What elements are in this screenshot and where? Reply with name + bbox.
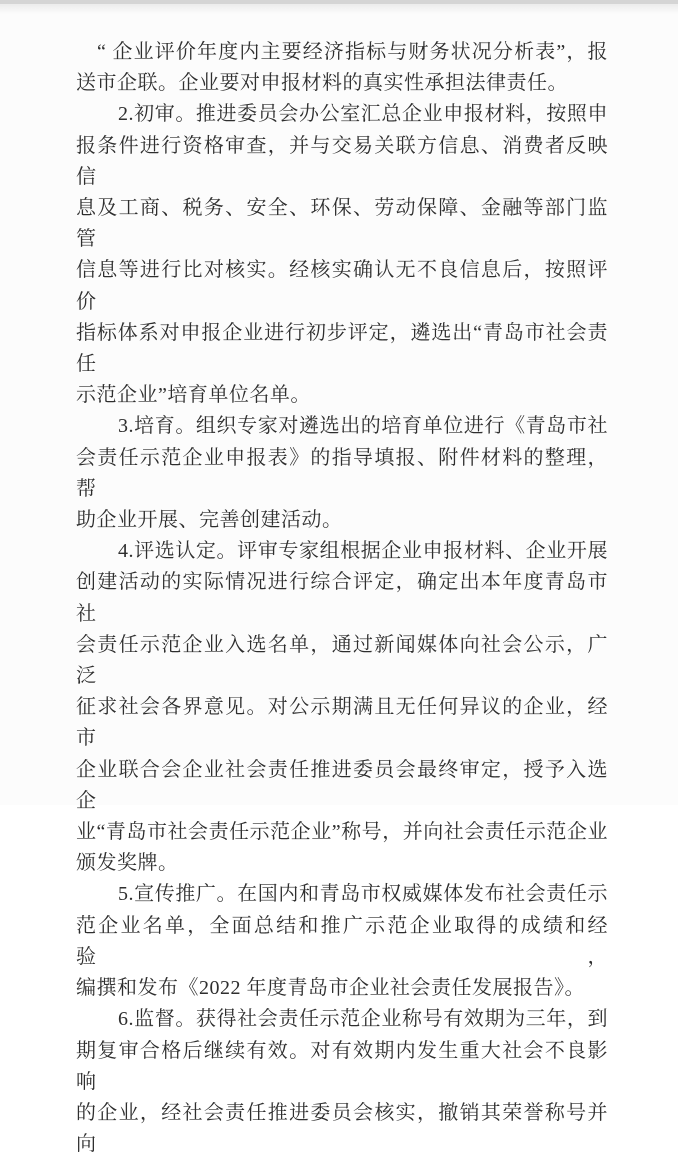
text-line: 信息等进行比对核实。经核实确认无不良信息后，按照评价 bbox=[76, 259, 608, 313]
text-line: 颁发奖牌。 bbox=[76, 852, 179, 875]
text-line: 2.初审。推进委员会办公室汇总企业申报材料，按照申 bbox=[118, 103, 608, 126]
page-top-shadow bbox=[0, 4, 678, 14]
text-line: 的企业，经社会责任推进委员会核实，撤销其荣誉称号并向 bbox=[76, 1101, 608, 1156]
text-line: 息及工商、税务、安全、环保、劳动保障、金融等部门监管 bbox=[76, 197, 608, 251]
text-line: 企业联合会企业社会责任推进委员会最终审定，授予入选企 bbox=[76, 758, 608, 812]
text-line: 5.宣传推广。在国内和青岛市权威媒体发布社会责任示 bbox=[118, 883, 608, 906]
text-line: 业“青岛市社会责任示范企业”称号，并向社会责任示范企业 bbox=[76, 821, 608, 844]
text-line: 期复审合格后继续有效。对有效期内发生重大社会不良影响 bbox=[76, 1039, 608, 1093]
text-line: 会责任示范企业申报表》的指导填报、附件材料的整理，帮 bbox=[76, 446, 608, 500]
text-line: 会责任示范企业入选名单，通过新闻媒体向社会公示，广泛 bbox=[76, 633, 608, 688]
text-line: 送市企联。企业要对申报材料的真实性承担法律责任。 bbox=[76, 72, 568, 95]
text-line: 征求社会各界意见。对公示期满且无任何异议的企业，经市 bbox=[76, 696, 608, 750]
text-line: “ 企业评价年度内主要经济指标与财务状况分析表”，报 bbox=[97, 41, 608, 63]
text-line: 3.培育。组织专家对遴选出的培育单位进行《青岛市社 bbox=[118, 415, 608, 438]
text-line: 4.评选认定。评审专家组根据企业申报材料、企业开展 bbox=[118, 540, 608, 563]
text-line: 创建活动的实际情况进行综合评定，确定出本年度青岛市社 bbox=[76, 571, 608, 625]
text-line: 示范企业”培育单位名单。 bbox=[76, 384, 311, 407]
text-line: 指标体系对申报企业进行初步评定，遴选出“青岛市社会责任 bbox=[76, 321, 608, 376]
text-line: 6.监督。获得社会责任示范企业称号有效期为三年，到 bbox=[118, 1008, 608, 1031]
text-line: 范企业名单，全面总结和推广示范企业取得的成绩和经验， bbox=[76, 914, 608, 968]
text-line: 报条件进行资格审查，并与交易关联方信息、消费者反映信 bbox=[76, 134, 608, 188]
text-line: 助企业开展、完善创建活动。 bbox=[76, 509, 343, 532]
document-text bbox=[76, 37, 608, 1160]
text-line: 编撰和发布《2022 年度青岛市企业社会责任发展报告》。 bbox=[76, 977, 585, 1000]
